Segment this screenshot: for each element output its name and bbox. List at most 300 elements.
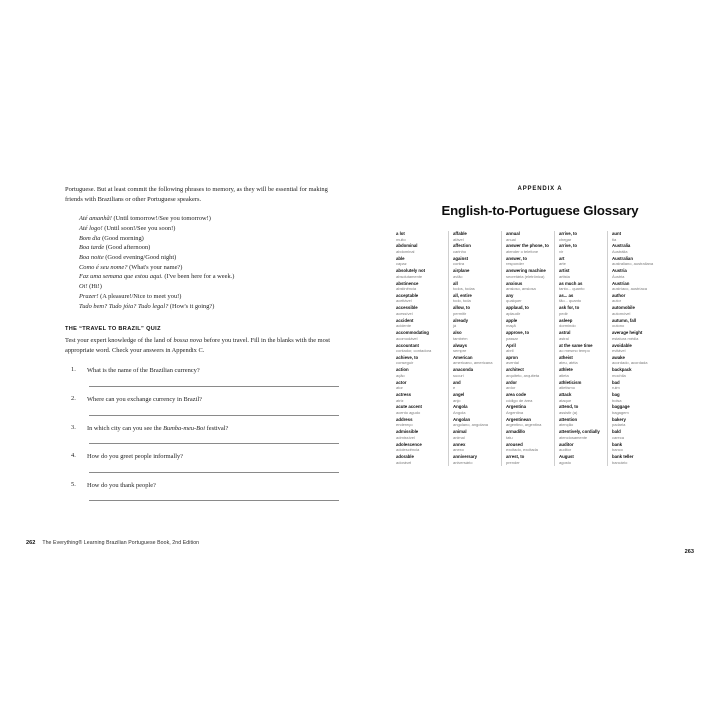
- glossary-term-english: applaud, to: [506, 305, 529, 311]
- glossary-term-portuguese: absolutamente: [396, 273, 423, 279]
- glossary-term-portuguese: passar: [506, 335, 518, 341]
- glossary-term-portuguese: careca: [612, 434, 624, 440]
- glossary-term-portuguese: avental: [506, 360, 519, 366]
- glossary-term-portuguese: Angola: [453, 409, 466, 415]
- glossary-term-english: adolescence: [396, 441, 422, 447]
- glossary-term-portuguese: assistir (a): [559, 409, 578, 415]
- glossary-term-english: bald: [612, 429, 621, 435]
- quiz-question-text: How do you greet people informally?: [87, 453, 184, 461]
- glossary-term-portuguese: adorável: [396, 459, 412, 465]
- glossary-term-portuguese: aceitável: [396, 298, 412, 304]
- phrase-portuguese: Boa noite: [79, 254, 104, 261]
- glossary-entry: [453, 429, 499, 440]
- glossary-term-portuguese: aplaudir: [506, 310, 521, 316]
- glossary-term-portuguese: padaria: [612, 422, 626, 428]
- glossary-term-english: Argentina: [506, 404, 527, 410]
- glossary-term-english: abstinence: [396, 280, 419, 286]
- glossary-term-english: apron: [506, 354, 518, 360]
- phrase-english: (I've been here for a week.): [162, 273, 235, 281]
- quiz-answer-line[interactable]: [89, 443, 339, 444]
- glossary-term-portuguese: tatu: [506, 434, 513, 440]
- quiz-question: [65, 366, 347, 387]
- glossary-columns: [396, 231, 704, 466]
- glossary-term-english: automobile: [612, 305, 635, 311]
- glossary-term-english: athleticism: [559, 379, 582, 385]
- glossary-term-english: anxious: [506, 280, 523, 286]
- glossary-term-portuguese: evitável: [612, 348, 626, 354]
- glossary-column: [396, 231, 449, 466]
- glossary-entry: [559, 367, 605, 378]
- quiz-question-number: 2.: [71, 395, 76, 402]
- glossary-term-english: atheist: [559, 354, 573, 360]
- glossary-entry: [559, 281, 605, 292]
- glossary-entry: [506, 442, 552, 453]
- quiz-answer-line[interactable]: [89, 472, 339, 473]
- glossary-term-portuguese: carinho: [453, 248, 467, 254]
- glossary-entry: [559, 268, 605, 279]
- glossary-entry: [506, 318, 552, 329]
- glossary-entry: [559, 442, 605, 453]
- glossary-term-english: accommodating: [396, 330, 429, 336]
- glossary-term-english: art: [559, 255, 565, 261]
- glossary-term-english: approve, to: [506, 330, 530, 336]
- glossary-entry: [559, 454, 605, 465]
- glossary-term-english: always: [453, 342, 468, 348]
- glossary-term-english: attentively, cordially: [559, 429, 600, 435]
- glossary-term-english: Austrian: [612, 280, 630, 286]
- glossary-entry: [559, 293, 605, 304]
- glossary-entry: [559, 429, 605, 440]
- glossary-entry: [559, 380, 605, 391]
- glossary-term-portuguese: argentino, argentina: [506, 422, 542, 428]
- glossary-term-portuguese: capaz: [396, 261, 407, 267]
- glossary-term-english: at the same time: [559, 342, 593, 348]
- glossary-term-english: attack: [559, 392, 572, 398]
- glossary-entry: [453, 305, 499, 316]
- glossary-entry: [453, 380, 499, 391]
- glossary-term-english: bakery: [612, 416, 626, 422]
- glossary-term-english: Australian: [612, 255, 633, 261]
- glossary-term-portuguese: acidente: [396, 323, 412, 329]
- glossary-entry: [506, 392, 552, 403]
- phrase-portuguese: Prazer!: [79, 292, 99, 300]
- glossary-term-portuguese: abril: [506, 348, 514, 354]
- phrase-portuguese: Como é seu nome?: [79, 263, 128, 271]
- glossary-term-portuguese: tão... quanto: [559, 298, 582, 304]
- glossary-term-portuguese: tia: [612, 236, 617, 242]
- glossary-term-portuguese: atleta: [559, 372, 569, 378]
- glossary-term-portuguese: qualquer: [506, 298, 522, 304]
- glossary-entry: [453, 343, 499, 354]
- glossary-term-portuguese: ator: [396, 385, 403, 391]
- glossary-term-portuguese: estatura média: [612, 335, 639, 341]
- glossary-term-portuguese: secretária (eletrônica): [506, 273, 545, 279]
- glossary-term-english: arrest, to: [506, 454, 525, 460]
- glossary-term-english: August: [559, 454, 574, 460]
- phrase-item: [79, 243, 347, 253]
- phrase-english: (What's your name?): [127, 263, 183, 271]
- right-page: [360, 0, 720, 720]
- glossary-term-portuguese: também: [453, 335, 468, 341]
- glossary-term-portuguese: contra: [453, 261, 465, 267]
- glossary-term-portuguese: atenção: [559, 422, 574, 428]
- glossary-term-english: autumn, fall: [612, 317, 637, 323]
- glossary-term-english: armadillo: [506, 429, 526, 435]
- glossary-entry: [506, 243, 552, 254]
- glossary-entry: [453, 243, 499, 254]
- phrase-english: (Hi!): [87, 283, 102, 291]
- glossary-term-portuguese: admissível: [396, 434, 415, 440]
- glossary-term-portuguese: adolescência: [396, 447, 420, 453]
- glossary-entry: [396, 330, 446, 341]
- glossary-term-portuguese: angolano, angolana: [453, 422, 489, 428]
- glossary-entry: [453, 293, 499, 304]
- glossary-term-english: answer the phone, to: [506, 243, 549, 249]
- portuguese-phrase-list: [79, 214, 347, 311]
- glossary-column: [502, 231, 555, 466]
- quiz-question: [65, 424, 347, 445]
- phrase-english: (Good evening/Good night): [103, 254, 177, 261]
- phrase-item: [79, 263, 347, 273]
- glossary-entry: [506, 256, 552, 267]
- glossary-term-portuguese: código de área: [506, 397, 533, 403]
- glossary-term-portuguese: abstinência: [396, 286, 417, 292]
- glossary-term-english: arrive, to: [559, 243, 578, 249]
- glossary-entry: [396, 429, 446, 440]
- glossary-term-portuguese: agosto: [559, 459, 571, 465]
- glossary-term-portuguese: pedir: [559, 310, 568, 316]
- glossary-term-portuguese: acessível: [396, 310, 413, 316]
- glossary-entry: [506, 268, 552, 279]
- glossary-term-english: address: [396, 416, 413, 422]
- glossary-term-english: Angola: [453, 404, 468, 410]
- glossary-entry: [506, 404, 552, 415]
- phrase-portuguese: Oi!: [79, 283, 88, 291]
- glossary-entry: [453, 231, 499, 242]
- glossary-term-portuguese: anexo: [453, 447, 464, 453]
- glossary-term-english: already: [453, 317, 469, 323]
- running-head: The Everything® Learning Brazilian Portuguese Book, 2nd Edition: [42, 540, 200, 546]
- glossary-term-english: arrive, to: [559, 231, 578, 236]
- glossary-term-portuguese: autor: [612, 298, 622, 304]
- quiz-question-text: How do you thank people?: [87, 481, 156, 489]
- glossary-entry: [559, 355, 605, 366]
- glossary-term-english: April: [506, 342, 516, 348]
- glossary-term-english: Argentinean: [506, 416, 532, 422]
- glossary-term-english: aroused: [506, 441, 523, 447]
- glossary-term-portuguese: afável: [453, 236, 464, 242]
- glossary-entry: [453, 281, 499, 292]
- glossary-entry: [453, 404, 499, 415]
- left-page-footer: [26, 540, 199, 546]
- page-number-left: 262: [26, 540, 36, 546]
- glossary-entry: [396, 355, 446, 366]
- glossary-entry: [453, 442, 499, 453]
- glossary-entry: [612, 355, 659, 366]
- glossary-term-portuguese: americano, americana: [453, 360, 493, 366]
- glossary-term-portuguese: acordado, acordada: [612, 360, 648, 366]
- glossary-term-english: ask for, to: [559, 305, 580, 311]
- quiz-question-prefix: In which city can you see the: [87, 424, 164, 432]
- glossary-column: [449, 231, 502, 466]
- quiz-answer-line[interactable]: [89, 415, 339, 416]
- glossary-term-portuguese: já: [453, 323, 457, 329]
- glossary-term-portuguese: animal: [453, 434, 465, 440]
- glossary-entry: [506, 367, 552, 378]
- glossary-term-portuguese: avião: [453, 273, 463, 279]
- quiz-question-number: 5.: [71, 480, 76, 488]
- glossary-entry: [612, 343, 659, 354]
- glossary-term-portuguese: endereço: [396, 422, 413, 428]
- glossary-column: [555, 231, 608, 466]
- quiz-question-italic-term: Bumba-meu-Boi: [163, 424, 206, 432]
- glossary-term-portuguese: australiano, australiana: [612, 261, 654, 267]
- glossary-entry: [396, 380, 446, 391]
- phrase-item: [79, 234, 347, 244]
- glossary-entry: [612, 243, 659, 254]
- glossary-term-portuguese: ação: [396, 372, 405, 378]
- glossary-entry: [453, 367, 499, 378]
- glossary-term-portuguese: Áustria: [612, 273, 625, 279]
- quiz-heading: THE “TRAVEL TO BRAZIL” QUIZ: [65, 326, 161, 333]
- glossary-entry: [612, 256, 659, 267]
- glossary-term-portuguese: muito: [396, 236, 406, 242]
- glossary-term-portuguese: responder: [506, 261, 524, 267]
- glossary-term-english: affable: [453, 231, 467, 236]
- glossary-term-english: and: [453, 379, 461, 385]
- glossary-entry: [612, 442, 659, 453]
- phrase-english: (Good morning): [100, 234, 144, 242]
- quiz-intro-paragraph: [65, 336, 347, 355]
- glossary-entry: [612, 404, 659, 415]
- glossary-entry: [506, 305, 552, 316]
- glossary-entry: [396, 367, 446, 378]
- glossary-term-portuguese: astral: [559, 335, 569, 341]
- quiz-answer-line[interactable]: [89, 500, 339, 501]
- glossary-term-english: any: [506, 292, 514, 298]
- phrase-portuguese: Tudo bem? Tudo jóia? Tudo legal?: [79, 302, 169, 310]
- glossary-term-english: athlete: [559, 367, 573, 373]
- glossary-term-english: answering machine: [506, 268, 546, 274]
- glossary-entry: [453, 417, 499, 428]
- glossary-term-english: bad: [612, 379, 620, 385]
- glossary-term-english: astral: [559, 330, 571, 336]
- glossary-entry: [506, 343, 552, 354]
- glossary-term-english: abdominal: [396, 243, 418, 249]
- glossary-entry: [396, 343, 446, 354]
- glossary-entry: [559, 256, 605, 267]
- glossary-entry: [612, 293, 659, 304]
- glossary-entry: [559, 392, 605, 403]
- glossary-term-english: animal: [453, 429, 467, 435]
- glossary-entry: [612, 380, 659, 391]
- glossary-entry: [506, 231, 552, 242]
- glossary-term-english: as... as: [559, 292, 574, 298]
- glossary-term-portuguese: abdominal: [396, 248, 415, 254]
- glossary-term-english: asleep: [559, 317, 573, 323]
- glossary-entry: [559, 343, 605, 354]
- glossary-entry: [506, 417, 552, 428]
- glossary-term-portuguese: sempre: [453, 348, 467, 354]
- glossary-term-portuguese: anual: [506, 236, 516, 242]
- glossary-term-english: annex: [453, 441, 466, 447]
- phrase-item: [79, 302, 347, 312]
- glossary-term-english: allow, to: [453, 305, 470, 311]
- glossary-term-english: accountant: [396, 342, 419, 348]
- glossary-entry: [612, 429, 659, 440]
- intro-paragraph: Portuguese. But at least commit the following phrases to memory, as they will be essential for making friends with Brazilians or other Portuguese speakers.: [65, 186, 328, 203]
- glossary-entry: [396, 442, 446, 453]
- glossary-entry: [396, 256, 446, 267]
- glossary-term-portuguese: bagagem: [612, 409, 629, 415]
- glossary-entry: [396, 305, 446, 316]
- glossary-term-english: aunt: [612, 231, 622, 236]
- glossary-term-portuguese: artista: [559, 273, 570, 279]
- glossary-term-portuguese: todos, todas: [453, 286, 475, 292]
- glossary-term-english: accident: [396, 317, 414, 323]
- glossary-term-english: apple: [506, 317, 518, 323]
- glossary-term-portuguese: outono: [612, 323, 625, 329]
- quiz-intro-part2: before you travel. Fill in the blanks with the most appropriate word. Check your answers in Appendix C.: [65, 337, 331, 354]
- glossary-term-english: absolutely not: [396, 268, 426, 274]
- glossary-entry: [396, 281, 446, 292]
- glossary-term-english: bank: [612, 441, 623, 447]
- glossary-term-english: bag: [612, 392, 620, 398]
- glossary-term-portuguese: vir: [559, 248, 564, 254]
- glossary-term-english: acceptable: [396, 292, 419, 298]
- quiz-question-number: 4.: [71, 452, 76, 460]
- glossary-entry: [506, 454, 552, 465]
- glossary-term-english: Austria: [612, 268, 627, 274]
- glossary-entry: [396, 404, 446, 415]
- quiz-intro-italic-term: bossa nova: [173, 337, 203, 345]
- glossary-entry: [396, 293, 446, 304]
- glossary-term-english: all: [453, 280, 458, 286]
- phrase-english: (A pleasure!/Nice to meet you!): [98, 292, 182, 300]
- glossary-entry: [453, 355, 499, 366]
- glossary-term-english: annual: [506, 231, 520, 236]
- glossary-term-portuguese: e: [453, 385, 456, 391]
- glossary-term-portuguese: atenciosamente: [559, 434, 588, 440]
- glossary-term-english: accessible: [396, 305, 418, 311]
- glossary-term-portuguese: ataque: [559, 397, 572, 403]
- quiz-answer-line[interactable]: [89, 386, 339, 387]
- glossary-term-english: against: [453, 255, 468, 261]
- glossary-term-portuguese: banco: [612, 447, 623, 453]
- glossary-term-english: all, entire: [453, 292, 472, 298]
- phrase-english: (Good afternoon): [104, 244, 151, 252]
- glossary-entry: [396, 318, 446, 329]
- glossary-entry: [612, 305, 659, 316]
- glossary-term-portuguese: Argentina: [506, 409, 524, 415]
- glossary-term-english: angel: [453, 392, 465, 398]
- glossary-term-portuguese: tanto... quanto: [559, 286, 585, 292]
- glossary-term-portuguese: mochila: [612, 372, 626, 378]
- glossary-entry: [559, 305, 605, 316]
- glossary-term-portuguese: arquiteto, arquiteta: [506, 372, 540, 378]
- glossary-term-portuguese: acomodável: [396, 335, 418, 341]
- glossary-term-english: a lot: [396, 231, 405, 236]
- glossary-entry: [396, 243, 446, 254]
- glossary-entry: [453, 256, 499, 267]
- glossary-term-portuguese: conseguir: [396, 360, 414, 366]
- glossary-term-english: answer, to: [506, 255, 527, 261]
- glossary-term-portuguese: sucuri: [453, 372, 464, 378]
- glossary-entry: [612, 454, 659, 465]
- phrase-english: (How's it going?): [168, 302, 215, 310]
- glossary-term-english: baggage: [612, 404, 630, 410]
- phrase-item: [79, 224, 347, 234]
- quiz-question-text: Where can you exchange currency in Brazil?: [87, 396, 202, 403]
- glossary-entry: [612, 281, 659, 292]
- phrase-item: [79, 214, 347, 224]
- quiz-question: [65, 481, 347, 502]
- glossary-entry: [506, 281, 552, 292]
- glossary-entry: [559, 330, 605, 341]
- glossary-entry: [559, 318, 605, 329]
- phrase-item: [79, 282, 347, 292]
- glossary-term-english: affection: [453, 243, 471, 249]
- page-number-right: 263: [684, 549, 694, 555]
- glossary-term-portuguese: dormindo: [559, 323, 576, 329]
- glossary-term-portuguese: arte: [559, 261, 566, 267]
- glossary-entry: [453, 318, 499, 329]
- phrase-english: (Until tomorrow!/See you tomorrow!): [111, 215, 211, 223]
- glossary-entry: [453, 268, 499, 279]
- phrase-portuguese: Bom dia: [79, 234, 101, 242]
- glossary-entry: [559, 231, 605, 242]
- glossary-term-english: American: [453, 354, 473, 360]
- glossary-term-english: attend, to: [559, 404, 579, 410]
- glossary-entry: [559, 404, 605, 415]
- glossary-entry: [396, 268, 446, 279]
- glossary-term-english: able: [396, 255, 405, 261]
- glossary-entry: [396, 392, 446, 403]
- glossary-term-portuguese: ateu, atéia: [559, 360, 578, 366]
- glossary-entry: [453, 392, 499, 403]
- phrase-portuguese: Até amanhã!: [79, 215, 112, 223]
- glossary-entry: [506, 429, 552, 440]
- glossary-term-english: area code: [506, 392, 527, 398]
- glossary-term-english: author: [612, 292, 626, 298]
- quiz-question-list: [65, 366, 347, 501]
- glossary-term-english: architect: [506, 367, 524, 373]
- glossary-term-english: achieve, to: [396, 354, 419, 360]
- glossary-term-english: awake: [612, 354, 625, 360]
- glossary-term-portuguese: bancário: [612, 459, 628, 465]
- glossary-term-portuguese: anjo: [453, 397, 461, 403]
- phrase-portuguese: Faz uma semana que estou aqui.: [79, 273, 163, 281]
- phrase-english: (Until soon!/See you soon!): [102, 224, 176, 232]
- glossary-term-english: adorable: [396, 454, 414, 460]
- glossary-entry: [612, 392, 659, 403]
- glossary-term-portuguese: bolsa: [612, 397, 622, 403]
- glossary-entry: [453, 454, 499, 465]
- glossary-entry: [612, 268, 659, 279]
- glossary-entry: [612, 318, 659, 329]
- glossary-entry: [506, 380, 552, 391]
- glossary-term-portuguese: chegar: [559, 236, 572, 242]
- glossary-entry: [612, 417, 659, 428]
- right-page-footer: [360, 540, 720, 558]
- glossary-entry: [559, 417, 605, 428]
- glossary-term-english: backpack: [612, 367, 632, 373]
- glossary-term-portuguese: atriz: [396, 397, 404, 403]
- glossary-term-english: auditor: [559, 441, 574, 447]
- quiz-question: [65, 395, 347, 416]
- glossary-term-portuguese: ao mesmo tempo: [559, 348, 590, 354]
- glossary-term-portuguese: excitado, excitada: [506, 447, 538, 453]
